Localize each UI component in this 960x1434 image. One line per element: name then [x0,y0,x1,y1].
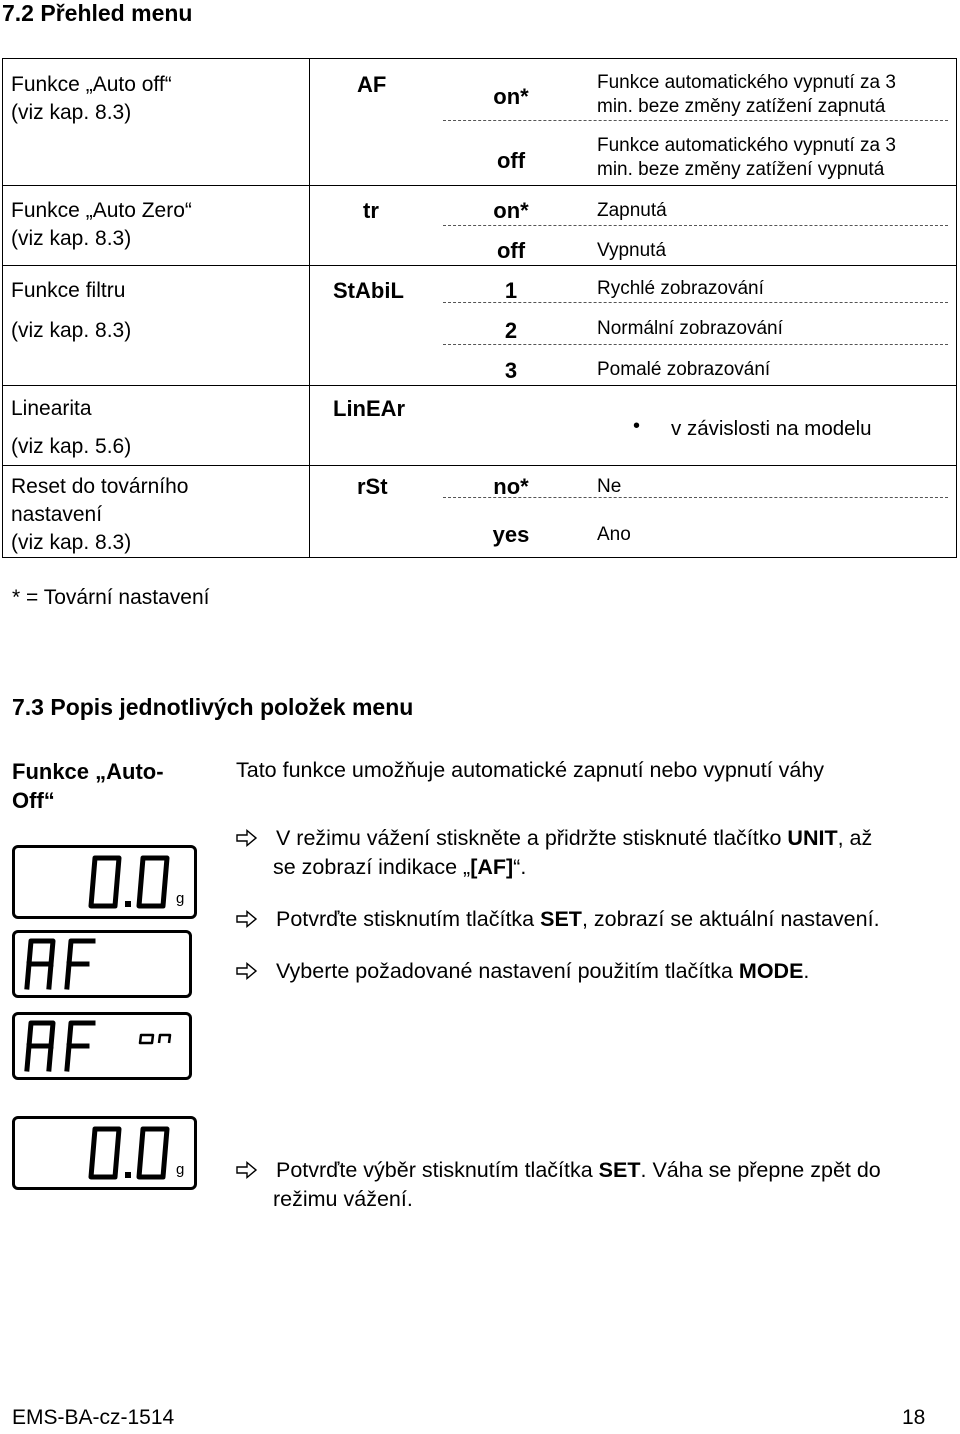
key-name: SET [540,907,582,931]
option-value: on* [493,84,529,109]
section-72-title: 7.2 Přehled menu [2,0,193,26]
step-text: Potvrďte stisknutím tlačítka [275,907,541,931]
menu-code-linear: LinEAr [333,396,406,421]
row-function-reset-2: nastavení [11,503,103,526]
step-text: “. [513,855,527,879]
option-description: Zapnutá [597,200,667,221]
option-description: Ano [597,524,631,545]
lcd-af-on-glyph-icon [15,1015,189,1077]
step-text: V režimu vážení stiskněte a přidržte stisknuté tlačítko [275,826,788,850]
option-value: on* [493,198,529,223]
menu-code-af: AF [357,72,387,97]
row-function-auto-zero: Funkce „Auto Zero“ [11,199,192,222]
step-1 [236,824,872,853]
option-description: Pomalé zobrazování [597,359,771,380]
step-3 [236,957,809,986]
option-description: min. beze změny zatížení vypnutá [597,159,885,180]
row-ref: (viz kap. 8.3) [11,319,132,342]
lcd-display-zero-final [12,1116,197,1190]
footer-page-number: 18 [902,1406,926,1429]
section-73-title: 7.3 Popis jednotlivých položek menu [12,694,414,720]
key-name: UNIT [787,826,838,850]
option-description: Ne [597,476,622,497]
option-description: Normální zobrazování [597,318,783,339]
lcd-display-zero [12,845,197,919]
option-description: Funkce automatického vypnutí za 3 [597,135,896,156]
menu-code-stabil: StAbiL [333,278,404,303]
option-description: Rychlé zobrazování [597,278,764,299]
lcd-zero-glyph-icon [15,1119,194,1187]
key-name: SET [598,1158,641,1182]
key-name: [AF] [470,855,514,879]
lcd-zero-glyph-icon [15,848,194,916]
lcd-display-af-on [12,1012,192,1080]
intro-text: Tato funkce umožňuje automatické zapnutí nebo vypnutí váhy [236,758,825,782]
arrow-right-icon [236,910,258,928]
row-ref: (viz kap. 8.3) [11,531,132,554]
row-function-auto-off: Funkce „Auto off“ [11,73,172,96]
option-value: no* [493,474,529,499]
option-description: min. beze změny zatížení zapnutá [597,96,886,117]
row-ref: (viz kap. 8.3) [11,101,132,124]
option-description: Vypnutá [597,240,667,261]
lcd-af-glyph-icon [15,933,189,995]
option-value: off [496,148,526,173]
bullet-icon: • [633,415,641,437]
step-text: , zobrazí se aktuální nastavení. [581,907,880,931]
step-text: Potvrďte výběr stisknutím tlačítka [275,1158,599,1182]
option-value: 2 [504,318,518,343]
step-1-line-2 [273,853,526,882]
step-4-line-2: režimu vážení. [273,1187,413,1211]
step-text: se zobrazí indikace „ [273,855,471,879]
step-text: Vyberte požadované nastavení použitím tlačítka [275,959,739,983]
key-name: MODE [738,959,804,983]
step-4 [236,1156,881,1185]
option-value: off [496,238,526,263]
step-text: , až [837,826,873,850]
step-text: . Váha se přepne zpět do [640,1158,881,1182]
lcd-unit: g [176,1161,185,1178]
row-function-reset: Reset do továrního [11,475,189,498]
step-text: . [803,959,810,983]
row-ref: (viz kap. 5.6) [11,435,132,458]
option-value: 1 [504,278,518,303]
option-value: yes [492,522,530,547]
linearity-note: v závislosti na modelu [671,417,872,440]
row-function-filter: Funkce filtru [11,279,126,302]
option-value: 3 [504,358,518,383]
arrow-right-icon [236,829,258,847]
subheading-auto-off [12,757,164,815]
subheading-line: Off“ [12,788,55,813]
row-ref: (viz kap. 8.3) [11,227,132,250]
step-2 [236,905,880,934]
lcd-unit: g [176,890,185,907]
footer-doc-id: EMS-BA-cz-1514 [12,1406,175,1429]
menu-code-tr: tr [363,198,379,223]
arrow-right-icon [236,1161,258,1179]
menu-code-rst: rSt [357,474,388,499]
subheading-line: Funkce „Auto- [12,759,164,784]
arrow-right-icon [236,962,258,980]
option-description: Funkce automatického vypnutí za 3 [597,72,896,93]
menu-overview-table [2,58,957,558]
factory-setting-legend: * = Tovární nastavení [12,586,210,609]
lcd-display-af [12,930,192,998]
row-function-linearity: Linearita [11,397,92,420]
